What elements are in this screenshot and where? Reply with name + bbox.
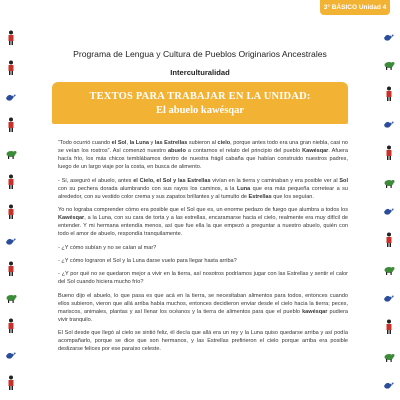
story-question-3: - ¿Y por qué no se quedaron mejor a vivir en la tierra, así nosotros podríamos jugar con las Estrellas y sentir el calor del Sol cuando hiciera mucho frío?: [58, 271, 348, 286]
figure-icon: [384, 86, 394, 107]
figure-icon: [6, 174, 16, 195]
story-question-2: - ¿Y cómo lograron el Sol y la Luna darse vuelo para llegar hasta arriba?: [58, 257, 237, 264]
animal-icon: [383, 176, 395, 194]
section-banner: [52, 82, 348, 124]
animal-icon: [5, 147, 17, 165]
figure-icon: [6, 375, 16, 396]
figure-icon: [384, 319, 394, 340]
grade-unit-tab: 3° BÁSICO Unidad 4: [320, 0, 390, 15]
bird-icon: [383, 378, 395, 396]
subject-title: Interculturalidad: [170, 68, 230, 77]
story-paragraph-5: El Sol desde que llegó al cielo se sintió feliz, él decía que allá era un rey y la Luna quiso quedarse arriba y así podía acompañarlo, porque se dice que son hermanos, y las Estrellas prefirieron el cielo porque arriba era posible deslizarse felices por ese paraíso celeste.: [58, 330, 348, 353]
animal-icon: [5, 291, 17, 309]
bird-icon: [5, 348, 17, 366]
figure-icon: [384, 145, 394, 166]
figure-icon: [384, 232, 394, 253]
story-paragraph-4: Bueno dijo el abuelo, lo que pasa es que acá en la tierra, se necesitaban alimentos para todos, entonces cuando ellos subieron, vieron que allá arriba había muchos, entonces decidieron enviar desde el cielo hacia la tierra; peces, mariscos, animales, plantas y así llenar los océanos y la tierra de alimentos para que el pueblo kawésqar pudiera vivir tranquilo.: [58, 292, 349, 323]
story-paragraph-3: Yo no lograba comprender cómo era posible que el Sol que es, un enorme pedazo de fuego que alumbra a todos los Kawésqar, a la Luna, con su cara de torta y a las estrellas, encaramarse hacia el cielo, realmente era muy difícil de entender. Y mi hermana entendía menos, así que fue ella la que empezó a preguntar a nuestro abuelo, quién con todo el amor de abuelo, respondía tranquilamente.: [58, 207, 348, 238]
figure-icon: [6, 261, 16, 282]
story-paragraph-2: - Sí, aseguró el abuelo, antes el Cielo, el Sol y las Estrellas vivían en la tierra y caminaban y era posible ver al Sol con su pechera dorada alumbrando con sus rayos los caminos, a la Luna que era más pequeña corretear a su alrededor, con su vestido color crema y sus zapatos brillantes y al tumulto de Estrellas que los seguían.: [58, 177, 348, 200]
bird-icon: [383, 204, 395, 222]
bird-icon: [5, 234, 17, 252]
animal-icon: [383, 350, 395, 368]
bird-icon: [383, 291, 395, 309]
program-title: Programa de Lengua y Cultura de Pueblos Originarios Ancestrales: [73, 49, 327, 59]
bird-icon: [383, 117, 395, 135]
figure-icon: [6, 117, 16, 138]
bird-icon: [383, 30, 395, 48]
story-question-1: - ¿Y cómo subían y no se caían al mar?: [58, 244, 157, 251]
figure-icon: [6, 30, 16, 51]
bird-icon: [5, 90, 17, 108]
story-title: El abuelo kawésqar: [155, 104, 245, 116]
story-text: [58, 139, 348, 359]
story-paragraph-1: “Todo ocurrió cuando el Sol, la Luna y las Estrellas subieron al cielo, porque antes todo era una gran niebla, casi no se veían los rostros”. Así comenzó nuestro abuelo a contarnos el relato del principio del pueblo Kawésqar. Afuera hacía frío, los más chicos temblábamos dentro de nuestra frágil cabaña que habían construido nuestros padres, luego de un largo viaje por la costa, en busca de alimento.: [58, 140, 349, 171]
figure-icon: [6, 204, 16, 225]
banner-heading: TEXTOS PARA TRABAJAR EN LA UNIDAD:: [89, 90, 311, 102]
figure-icon: [6, 318, 16, 339]
animal-icon: [383, 263, 395, 281]
